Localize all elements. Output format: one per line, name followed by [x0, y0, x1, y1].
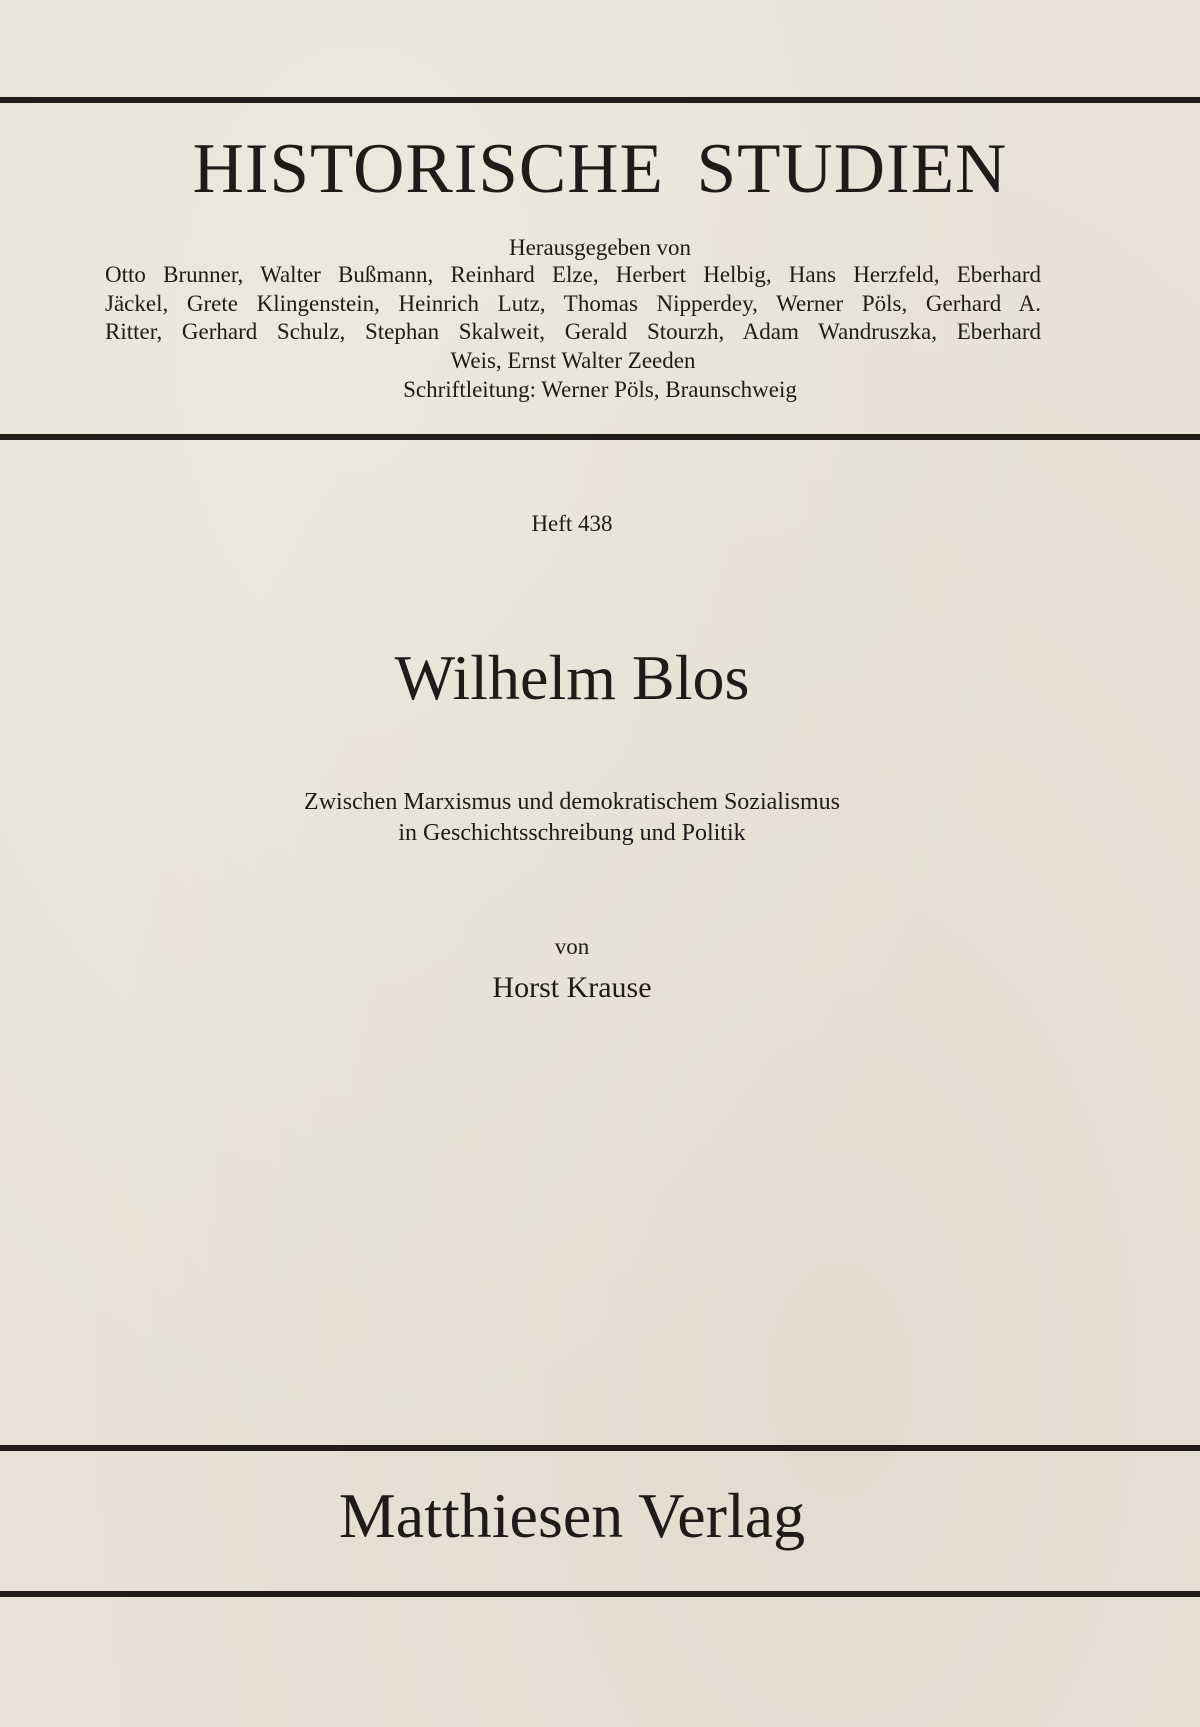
editors-line: Jäckel, Grete Klingenstein, Heinrich Lutz, Thomas Nipperdey, Werner Pöls, Gerhard A. — [105, 290, 1041, 316]
editors-intro: Herausgegeben von — [508, 235, 691, 260]
author-name: Horst Krause — [492, 971, 652, 1004]
by-label: von — [554, 934, 590, 959]
publisher-top-rule — [0, 1445, 1200, 1451]
editors-line: Ritter, Gerhard Schulz, Stephan Skalweit, Gerald Stourzh, Adam Wandruszka, Eberhard — [105, 319, 1041, 344]
series-title: HISTORISCHE STUDIEN — [192, 130, 1008, 208]
book-subtitle-line: Zwischen Marxismus und demokratischem Sozialismus — [304, 789, 840, 815]
header-bottom-rule — [0, 434, 1200, 440]
editors-list — [105, 261, 1041, 375]
editorial-office: Schriftleitung: Werner Pöls, Braunschweig — [403, 377, 797, 402]
editors-line: Weis, Ernst Walter Zeeden — [450, 347, 696, 373]
book-subtitle-line: in Geschichtsschreibung und Politik — [398, 820, 746, 846]
book-title: Wilhelm Blos — [394, 642, 750, 713]
issue-number: Heft 438 — [531, 511, 613, 536]
top-rule — [0, 97, 1200, 103]
publisher-name: Matthiesen Verlag — [338, 1480, 806, 1551]
editors-line: Otto Brunner, Walter Bußmann, Reinhard Elze, Herbert Helbig, Hans Herzfeld, Eberhard — [105, 262, 1041, 287]
publisher-bottom-rule — [0, 1591, 1200, 1597]
